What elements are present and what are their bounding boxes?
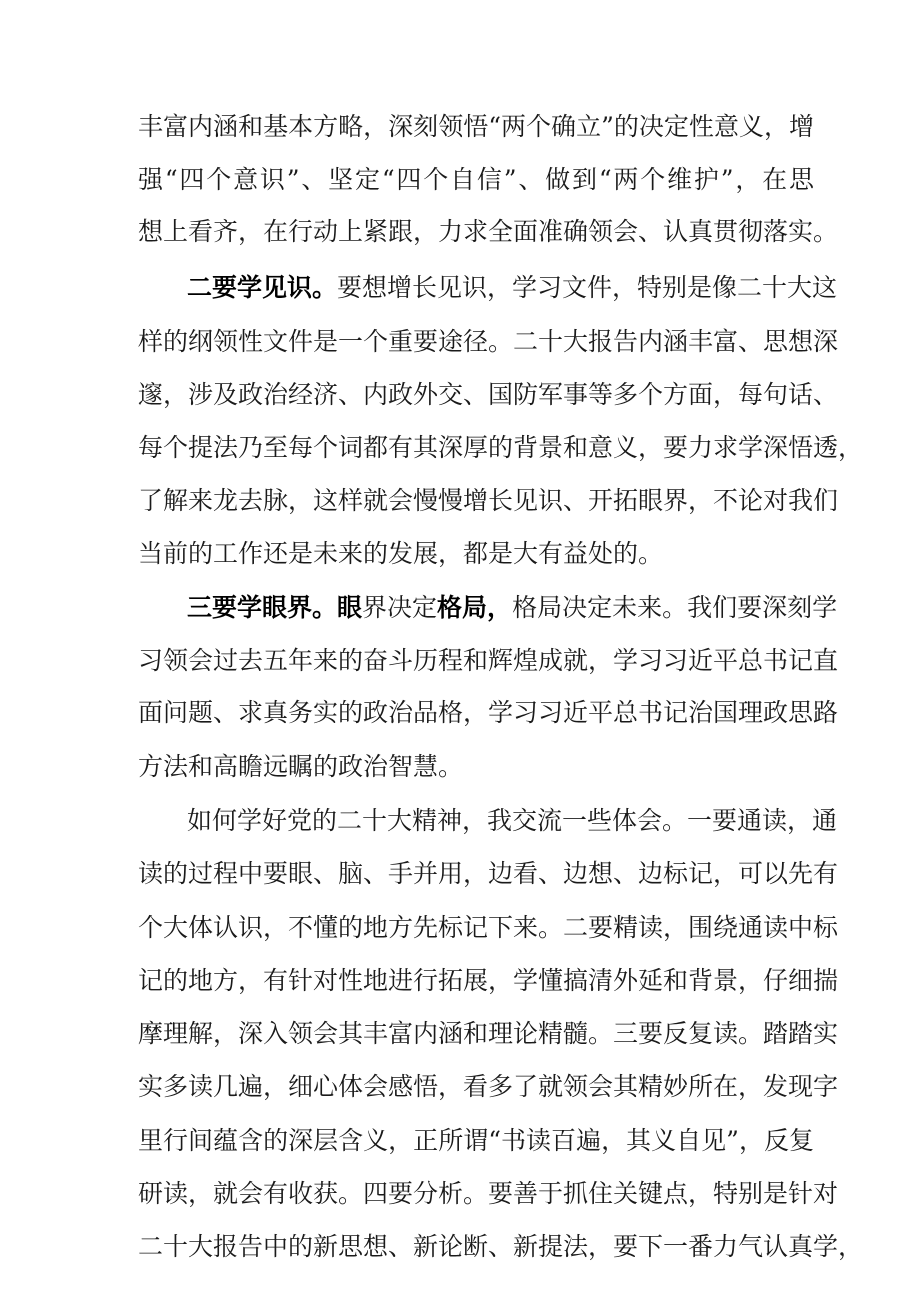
text-line: 强“四个意识”、坚定“四个自信”、做到“两个维护”，在思 xyxy=(138,165,814,194)
text-run: 界决定 xyxy=(362,593,438,622)
paragraph-3-heading: 三要学眼界。 xyxy=(187,593,338,622)
text-line: 个大体认识，不懂的地方先标记下来。二要精读，围绕通读中标 xyxy=(138,913,839,942)
paragraph-2-lead-text: 要想增长见识，学习文件，特别是像二十大这 xyxy=(337,273,838,302)
paragraph-3-lead-text: 格局决定未来。我们要深刻学 xyxy=(512,593,838,622)
paragraph-2-first-line xyxy=(187,265,838,311)
text-line: 了解来龙去脉，这样就会慢慢增长见识、开拓眼界，不论对我们 xyxy=(138,486,839,515)
bold-text: 眼 xyxy=(337,593,363,622)
text-line: 当前的工作还是未来的发展，都是大有益处的。 xyxy=(138,539,664,568)
text-line: 样的纲领性文件是一个重要途径。二十大报告内涵丰富、思想深 xyxy=(138,327,839,356)
text-line: 二十大报告中的新思想、新论断、新提法，要下一番力气认真学， xyxy=(138,1232,864,1261)
text-line: 里行间蕴含的深层含义，正所谓“书读百遍，其义自见”，反复 xyxy=(138,1126,814,1155)
text-line: 研读，就会有收获。四要分析。要善于抓住关键点，特别是针对 xyxy=(138,1179,839,1208)
paragraph-4-first-line: 如何学好党的二十大精神，我交流一些体会。一要通读，通 xyxy=(187,806,838,835)
text-line: 方法和高瞻远瞩的政治智慧。 xyxy=(138,752,464,781)
text-line: 面问题、求真务实的政治品格，学习习近平总书记治国理政思路 xyxy=(138,698,839,727)
text-line: 读的过程中要眼、脑、手并用，边看、边想、边标记，可以先有 xyxy=(138,859,839,888)
paragraph-3-first-line xyxy=(187,585,838,631)
text-line: 每个提法乃至每个词都有其深厚的背景和意义，要力求学深悟透， xyxy=(138,433,864,462)
text-line: 记的地方，有针对性地进行拓展，学懂搞清外延和背景，仔细揣 xyxy=(138,966,839,995)
text-line: 习领会过去五年来的奋斗历程和辉煌成就，学习习近平总书记直 xyxy=(138,646,839,675)
text-line: 想上看齐，在行动上紧跟，力求全面准确领会、认真贯彻落实。 xyxy=(138,217,839,246)
text-line: 摩理解，深入领会其丰富内涵和理论精髓。三要反复读。踏踏实 xyxy=(138,1019,839,1048)
text-line: 实多读几遍，细心体会感悟，看多了就领会其精妙所在，发现字 xyxy=(138,1072,839,1101)
bold-text: 格局， xyxy=(437,593,513,622)
text-line: 丰富内涵和基本方略，深刻领悟“两个确立”的决定性意义，增 xyxy=(138,112,814,141)
text-line: 邃，涉及政治经济、内政外交、国防军事等多个方面，每句话、 xyxy=(138,380,839,409)
paragraph-2-heading: 二要学见识。 xyxy=(187,273,338,302)
